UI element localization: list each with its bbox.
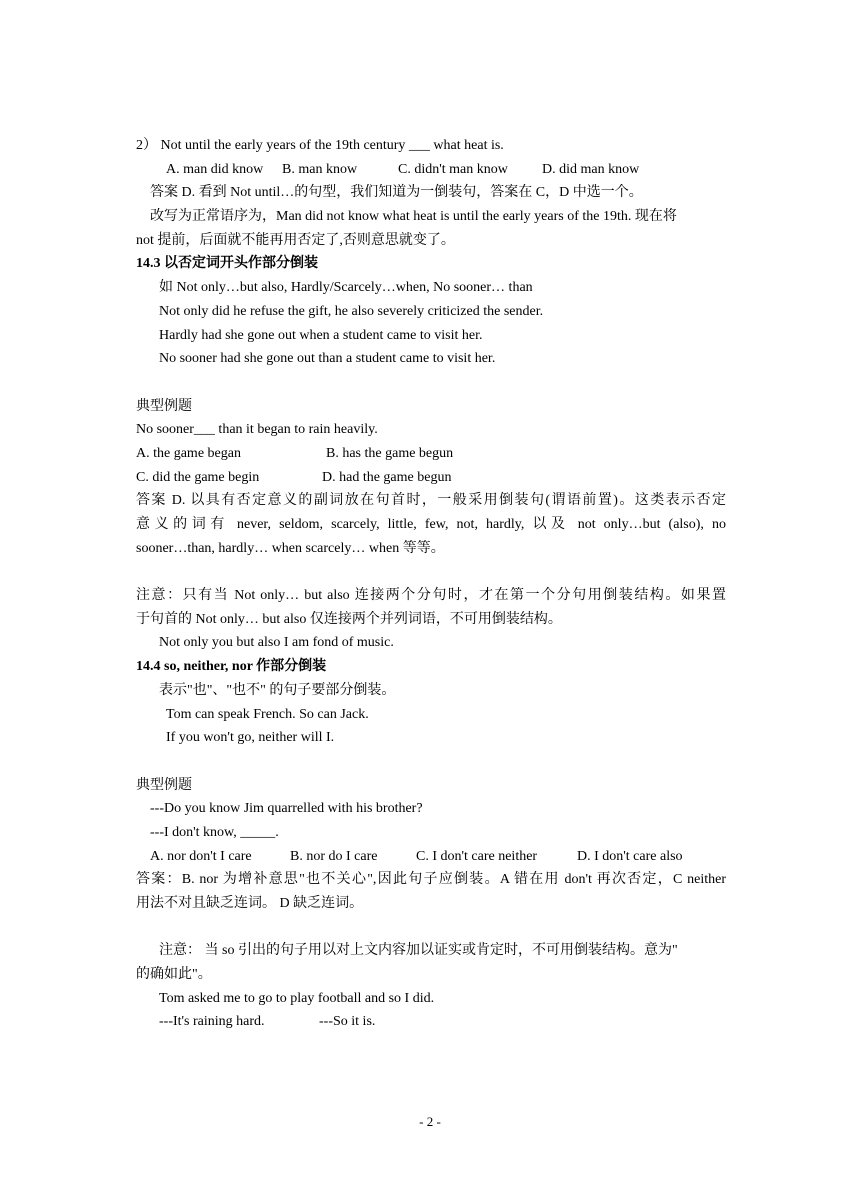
note-1-example: Not only you but also I am fond of music. [159, 635, 394, 651]
section-14-4-heading: 14.4 so, neither, nor 作部分倒装 [136, 659, 327, 675]
q2-explanation-1: 改写为正常语序为，Man did not know what heat is until the early years of the 19th. 现在将 [150, 209, 677, 225]
example-1-question: No sooner___ than it began to rain heavily. [136, 422, 378, 438]
note-2-example-1: Tom asked me to go to play football and so I did. [159, 990, 435, 1006]
example-1-options-ab [136, 442, 726, 466]
note-2-line-1: 注意： 当 so 引出的句子用以对上文内容加以证实或肯定时，不可用倒装结构。意为" [159, 943, 678, 959]
example-1-option-b: B. has the game begun [326, 445, 454, 461]
example-1-title: 典型例题 [136, 398, 192, 414]
note-1-line-1: 注意：只有当 Not only… but also 连接两个分句时，才在第一个分句用倒装结构。如果置 [136, 588, 726, 604]
example-2-answer-1: 答案：B. nor 为增补意思"也不关心",因此句子应倒装。A 错在用 don't 再次否定，C neither [136, 872, 726, 888]
note-2-example-2 [136, 1010, 726, 1034]
section-14-4-intro: 表示"也"、"也不" 的句子要部分倒装。 [159, 682, 396, 698]
note-1-line-2: 于句首的 Not only… but also 仅连接两个并列词语，不可用倒装结构。 [136, 611, 562, 627]
q2-option-b: B. man know [282, 161, 358, 177]
section-14-3-example-3: No sooner had she gone out than a student came to visit her. [159, 351, 496, 367]
section-14-3-intro: 如 Not only…but also, Hardly/Scarcely…when, No sooner… than [159, 280, 533, 296]
example-1-option-a: A. the game began [136, 445, 241, 461]
example-2-line-1: ---Do you know Jim quarrelled with his brother? [150, 801, 423, 817]
example-2-line-2: ---I don't know, _____. [150, 824, 279, 840]
q2-answer: 答案 D. 看到 Not until…的句型，我们知道为一倒装句，答案在 C，D 中选一个。 [150, 185, 643, 201]
q2-options [136, 158, 726, 182]
note-2-example-2-question: ---It's raining hard. [159, 1014, 265, 1030]
q2-option-d: D. did man know [542, 161, 640, 177]
example-2-option-a: A. nor don't I care [150, 848, 252, 864]
note-2-line-2: 的确如此"。 [136, 967, 212, 983]
q2-option-c: C. didn't man know [398, 161, 508, 177]
section-14-4-example-1: Tom can speak French. So can Jack. [166, 706, 369, 722]
document-page [136, 134, 726, 1034]
example-2-option-b: B. nor do I care [290, 848, 378, 864]
q2-question: 2） Not until the early years of the 19th century ___ what heat is. [136, 138, 504, 153]
section-14-3-heading: 14.3 以否定词开头作部分倒装 [136, 256, 318, 272]
section-14-4-example-2: If you won't go, neither will I. [166, 730, 335, 746]
example-2-title: 典型例题 [136, 777, 192, 793]
example-1-options-cd [136, 466, 726, 490]
example-2-option-c: C. I don't care neither [416, 848, 538, 864]
section-14-3-example-2: Hardly had she gone out when a student came to visit her. [159, 327, 483, 343]
example-1-option-d: D. had the game begun [322, 469, 452, 485]
q2-option-a: A. man did know [166, 161, 264, 177]
page-number: - 2 - [419, 1114, 441, 1129]
example-2-answer-2: 用法不对且缺乏连词。 D 缺乏连词。 [136, 896, 364, 911]
section-14-3-example-1: Not only did he refuse the gift, he also severely criticized the sender. [159, 303, 544, 319]
example-2-options [136, 845, 726, 869]
example-1-option-c: C. did the game begin [136, 469, 260, 485]
example-1-answer-3: sooner…than, hardly… when scarcely… when 等等。 [136, 540, 445, 556]
note-2-example-2-reply: ---So it is. [319, 1014, 376, 1030]
example-1-answer-1: 答案 D. 以具有否定意义的副词放在句首时，一般采用倒装句(谓语前置)。这类表示否定 [136, 493, 726, 509]
q2-explanation-2: not 提前，后面就不能再用否定了,否则意思就变了。 [136, 232, 455, 248]
example-1-answer-2: 意义的词有 never, seldom, scarcely, little, few, not, hardly, 以及 not only…but (also), no [136, 517, 726, 532]
example-2-option-d: D. I don't care also [577, 848, 683, 864]
